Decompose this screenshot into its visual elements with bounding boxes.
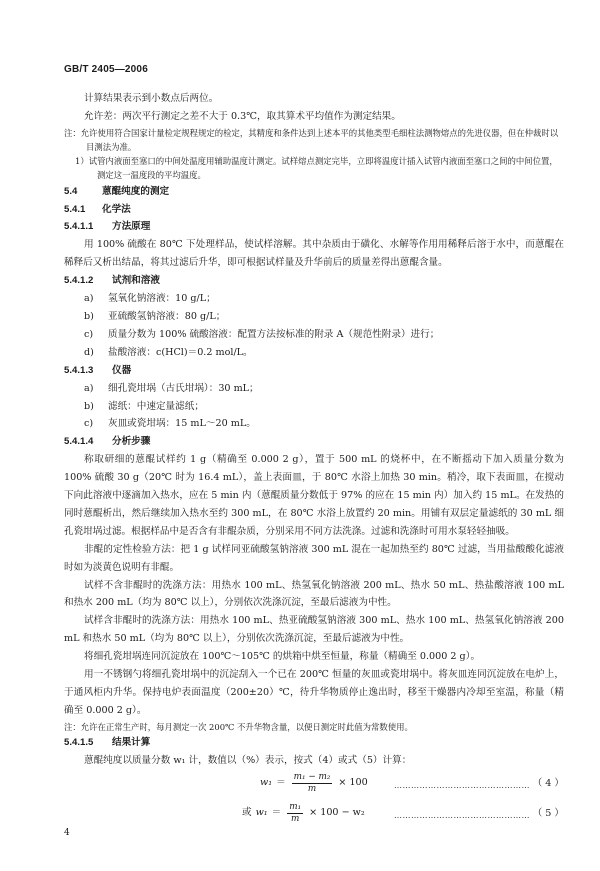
fraction: $\frac{\text{m₁ − m₂}}{m}$ bbox=[293, 771, 331, 794]
list-item: a) 细孔瓷坩埚（古氏坩埚）：30 mL； bbox=[84, 382, 259, 394]
leader-dots: ………………………………………… bbox=[394, 810, 530, 820]
page-number: 4 bbox=[64, 828, 70, 838]
paragraph: 试样不含非醌时的洗涤方法：用热水 100 mL、热氢氧化钠溶液 200 mL、热水 50 mL、热盐酸溶液 100 mL 和热水 200 mL（均为 80℃ 以上），分别依次洗涤沉淀，至最后滤液为中性。 bbox=[64, 579, 564, 609]
formula-4: w₁ ＝ $\frac{\text{m₁ − m₂}}{m}$ × 100 ………………………………………… （ 4 ） bbox=[260, 771, 564, 794]
document-body bbox=[64, 90, 564, 830]
list-item: c) 灰皿或瓷坩埚：15 mL～20 mL。 bbox=[84, 418, 256, 430]
note: 注：允许在正常生产时，每月测定一次 200℃ 不升华物含量，以便日测定时此值为常数使用。 bbox=[64, 721, 413, 732]
paragraph: 允许差：两次平行测定之差不大于 0.3℃，取其算术平均值作为测定结果。 bbox=[84, 110, 401, 122]
note: 注：允许使用符合国家计量检定规程规定的检定，其精度和条件达到上述本平的其他类型毛细柱法测物熔点的先进仪器，但在仲裁时以目测法为准。 bbox=[64, 127, 559, 153]
footnote: 1）试管内液面至塞口的中间处温度用辅助温度计测定。试样熔点测定完毕，立即将温度计插入试管内液面至塞口之间的中间位置，测定这一温度段的平均温度。 bbox=[75, 156, 558, 181]
section-heading: 5.4 蒽醌纯度的测定 bbox=[64, 185, 170, 197]
paragraph: 称取研细的蒽醌试样约 1 g（精确至 0.000 2 g），置于 500 mL 的烧杯中，在不断摇动下加入质量分数为 100% 硫酸 30 g（20℃ 时为 16.4 mL），盖上表面皿，于 80℃ 水浴上加热 30 min。稍冷，取下表面皿，在搅动下向此溶液中逐滴加入热水，应在 5 min 内（蒽醌质量分数低于 97% 的应在 15 min 内）加入约 15 mL。在发热的同时蒽醌析出，然后继续加入热水至约 300 mL，在 80℃ 水浴上放置约 20 min。用铺有双层定量滤纸的 30 mL 细孔瓷坩埚过滤。根据样品中是否含有非醌杂质，分别采用不同方法洗涤。过滤和洗涤时可用水泵轻轻抽吸。 bbox=[64, 454, 564, 537]
formula-5: 或 w₁ ＝ $\frac{\text{m₁}}{m}$ × 100 − w₂ ………………………………………… （ 5 ） bbox=[242, 801, 564, 824]
section-heading: 5.4.1.3 仪器 bbox=[64, 364, 132, 376]
paragraph: 蒽醌纯度以质量分数 w₁ 计，数值以（%）表示，按式（4）或式（5）计算： bbox=[84, 754, 412, 766]
equation-number: （ 4 ） bbox=[532, 777, 564, 789]
section-heading: 5.4.1.5 结果计算 bbox=[64, 737, 151, 749]
paragraph: 试样含非醌时的洗涤方法：用热水 100 mL、热亚硫酸氢钠溶液 300 mL、热水 100 mL、热氢氧化钠溶液 200 mL 和热水 50 mL（均为 80℃ 以上），分别依次洗涤沉淀，至最后滤液为中性。 bbox=[64, 615, 564, 645]
list-item: c) 质量分数为 100% 硫酸溶液：配置方法按标准的附录 A（规范性附录）进行； bbox=[84, 328, 440, 340]
standard-code: GB/T 2405—2006 bbox=[64, 64, 148, 75]
list-item: d) 盐酸溶液：c(HCl)＝0.2 mol/L。 bbox=[84, 346, 253, 358]
paragraph: 将细孔瓷坩埚连同沉淀放在 100℃～105℃ 的烘箱中烘至恒量，称量（精确至 0.000 2 g）。 bbox=[84, 651, 481, 663]
paragraph: 非醌的定性检验方法：把 1 g 试样同亚硫酸氢钠溶液 300 mL 混在一起加热至约 80℃ 过滤，当用盐酸酸化滤液时如为淡黄色说明有非醌。 bbox=[64, 543, 564, 573]
fraction: $\frac{\text{m₁}}{m}$ bbox=[289, 801, 302, 824]
equation-number: （ 5 ） bbox=[532, 807, 564, 819]
list-item: a) 氢氧化钠溶液：10 g/L； bbox=[84, 293, 216, 305]
paragraph: 用 100% 硫酸在 80℃ 下处理样品，使试样溶解。其中杂质由于磺化、水解等作用用稀释后溶于水中，而蒽醌在稀释后又析出结晶，将其过滤后升华，即可根据试样量及升华前后的质量差得出蒽醌含量。 bbox=[64, 239, 564, 269]
section-heading: 5.4.1 化学法 bbox=[64, 203, 131, 215]
list-item: b) 亚硫酸氢钠溶液：80 g/L； bbox=[84, 310, 226, 322]
paragraph: 计算结果表示到小数点后两位。 bbox=[84, 93, 219, 104]
section-heading: 5.4.1.1 方法原理 bbox=[64, 221, 151, 233]
section-heading: 5.4.1.2 试剂和溶液 bbox=[64, 275, 160, 287]
paragraph: 用一不锈钢勺将细孔瓷坩埚中的沉淀刮入一个已在 200℃ 恒量的灰皿或瓷坩埚中。将灰皿连同沉淀放在电炉上，于通风柜内升华。保持电炉表面温度（200±20）℃，待升华物质停止逸出时，移至干燥器内冷却至室温，称量（精确至 0.000 2 g）。 bbox=[64, 669, 564, 716]
section-heading: 5.4.1.4 分析步骤 bbox=[64, 436, 151, 448]
list-item: b) 滤纸：中速定量滤纸； bbox=[84, 400, 204, 412]
leader-dots: ………………………………………… bbox=[394, 780, 530, 790]
